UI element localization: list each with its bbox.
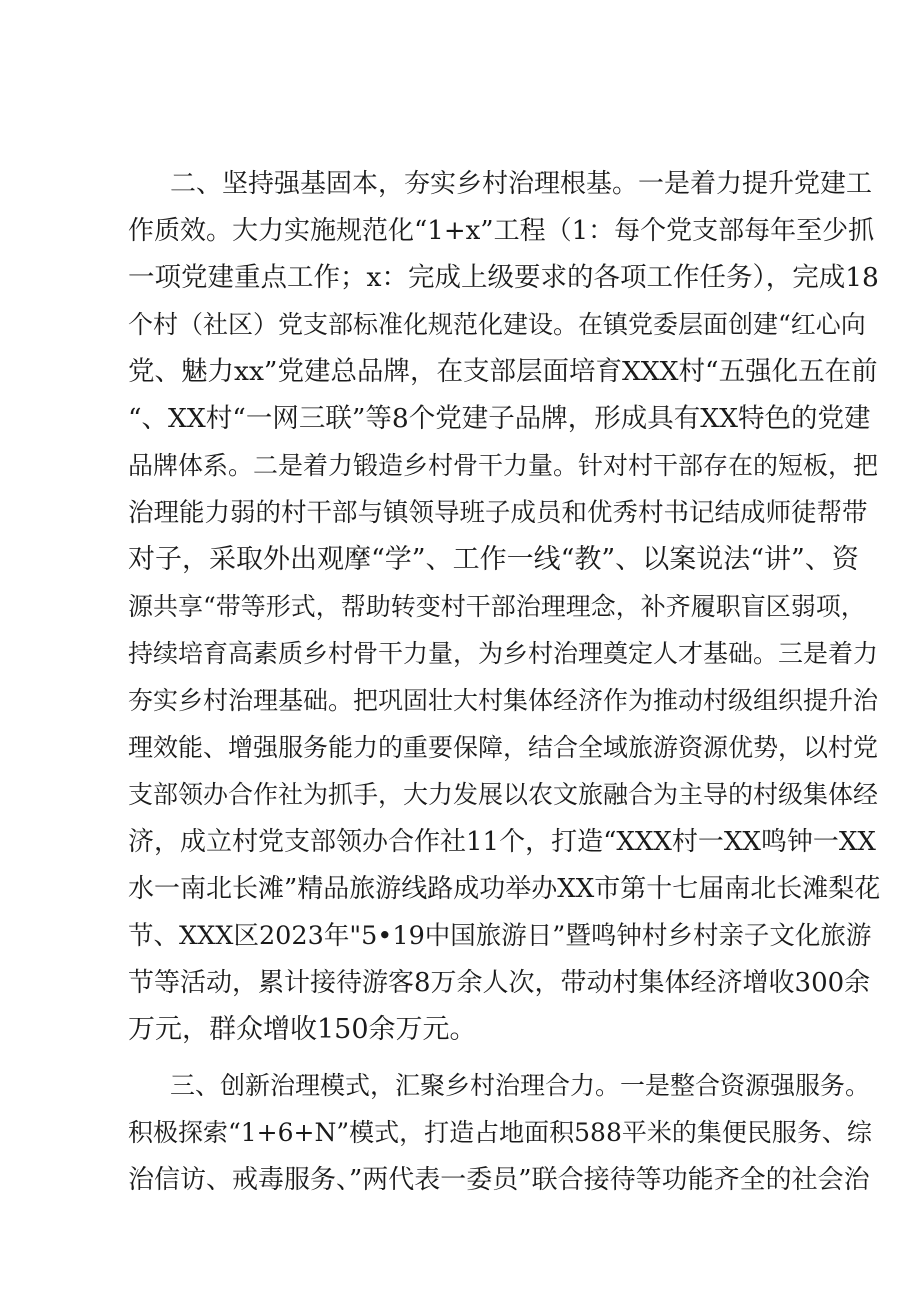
- text-line: 济，成立村党支部领办合作社11个，打造“XXX村一XX鸣钟一XX: [128, 827, 876, 857]
- text-line: 作质效。大力实施规范化“1+x”工程（1：每个党支部每年至少抓: [128, 216, 875, 246]
- text-line: 水一南北长滩”精品旅游线路成功举办XX市第十七届南北长滩梨花: [128, 874, 881, 904]
- text-line: 支部领办合作社为抓手，大力发展以农文旅融合为主导的村级集体经: [128, 780, 879, 809]
- text-line: 治信访、戒毒服务、”两代表一委员”联合接待等功能齐全的社会治: [128, 1165, 870, 1195]
- text-line: 党、魅力xx”党建总品牌，在支部层面培育XXX村“五强化五在前: [128, 356, 878, 387]
- text-line: 源共享“带等形式，帮助转变村干部治理理念，补齐履职盲区弱项，: [128, 592, 866, 621]
- text-line: 万元，群众增收150余万元。: [128, 1014, 477, 1045]
- text-line: “、XX村“一网三联”等8个党建子品牌，形成具有XX特色的党建: [128, 403, 871, 434]
- text-line: 夯实乡村治理基础。把巩固壮大村集体经济作为推动村级组织提升治: [128, 686, 879, 715]
- text-line: 治理能力弱的村干部与镇领导班子成员和优秀村书记结成师徒帮带: [128, 498, 868, 528]
- text-line: 品牌体系。二是着力锻造乡村骨干力量。针对村干部存在的短板，把: [128, 451, 879, 480]
- text-line: 节、XXX区2023年"5•19中国旅游日”暨鸣钟村乡村亲子文化旅游: [128, 921, 872, 951]
- text-line: 二、坚持强基固本，夯实乡村治理根基。一是着力提升党建工: [170, 169, 873, 199]
- text-line: 积极探索“1+6+N”模式，打造占地面积588平米的集便民服务、综: [128, 1118, 872, 1147]
- text-line: 节等活动，累计接待游客8万余人次，带动村集体经济增收300余: [128, 968, 871, 998]
- text-line: 理效能、增强服务能力的重要保障，结合全域旅游资源优势，以村党: [128, 733, 879, 762]
- text-line: 三、创新治理模式，汇聚乡村治理合力。一是整合资源强服务。: [170, 1071, 871, 1100]
- text-line: 一项党建重点工作；x：完成上级要求的各项工作任务），完成18: [128, 262, 879, 293]
- text-line: 对子，采取外出观摩“学”、工作一线“教”、以案说法“讲”、资: [128, 544, 859, 575]
- text-line: 持续培育高素质乡村骨干力量，为乡村治理奠定人才基础。三是着力: [128, 639, 879, 668]
- text-line: 个村（社区）党支部标准化规范化建设。在镇党委层面创建“红心向: [128, 310, 866, 339]
